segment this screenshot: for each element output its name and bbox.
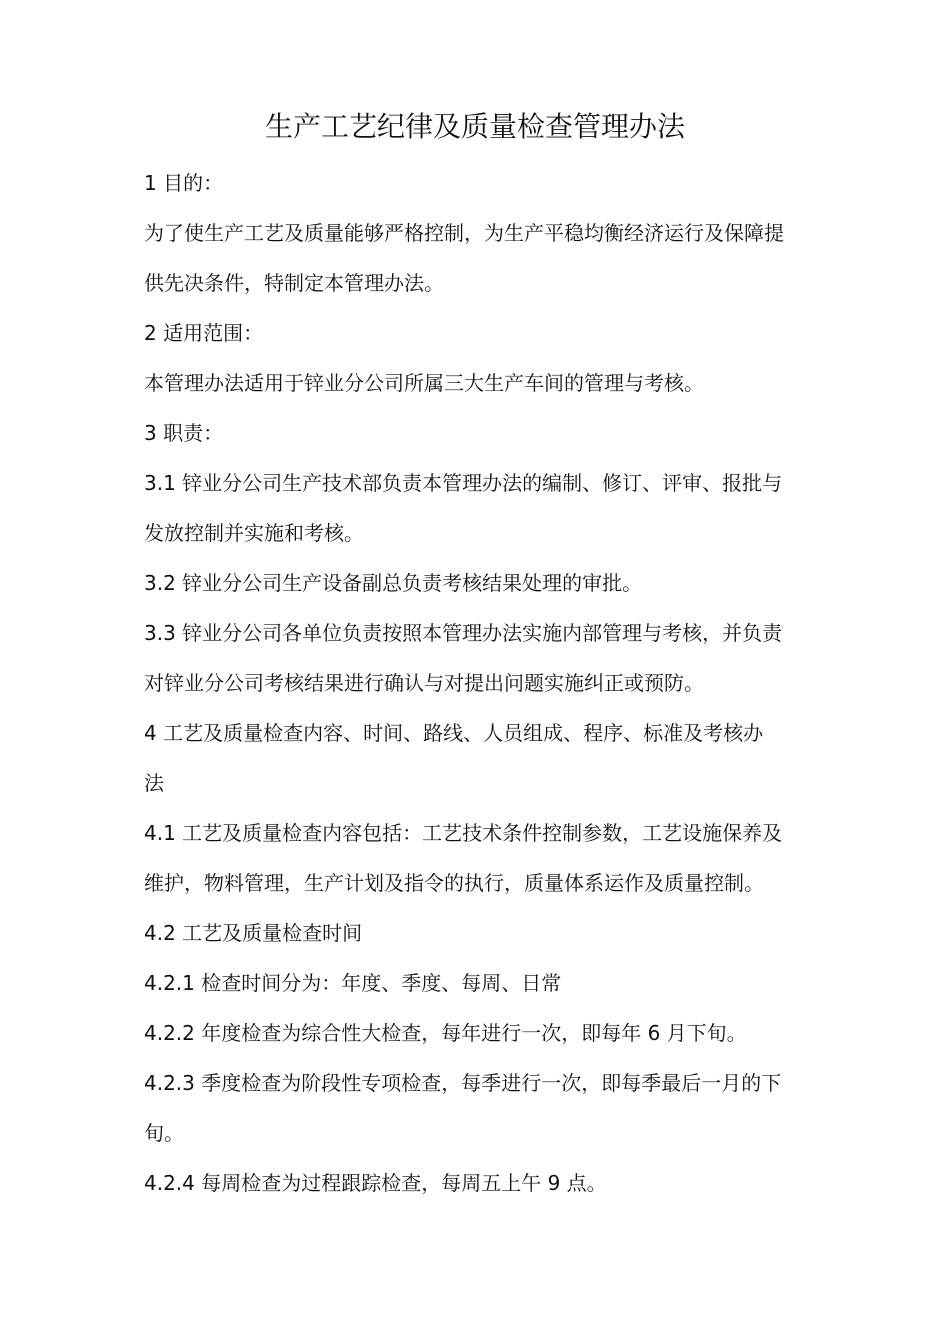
section-3-heading: 3 职责： bbox=[144, 421, 224, 445]
paragraph-line: 4.2.2 年度检查为综合性大检查，每年进行一次，即每年 6 月下旬。 bbox=[144, 1021, 747, 1045]
paragraph-line: 法 bbox=[144, 771, 164, 795]
paragraph-line: 发放控制并实施和考核。 bbox=[144, 521, 364, 545]
paragraph-line: 对锌业分公司考核结果进行确认与对提出问题实施纠正或预防。 bbox=[144, 671, 704, 695]
paragraph-line: 本管理办法适用于锌业分公司所属三大生产车间的管理与考核。 bbox=[144, 371, 704, 395]
paragraph-line: 维护，物料管理，生产计划及指令的执行，质量体系运作及质量控制。 bbox=[144, 871, 764, 895]
paragraph-line: 4.2.4 每周检查为过程跟踪检查，每周五上午 9 点。 bbox=[144, 1171, 607, 1195]
paragraph-line: 3.2 锌业分公司生产设备副总负责考核结果处理的审批。 bbox=[144, 571, 643, 595]
paragraph-line: 3.1 锌业分公司生产技术部负责本管理办法的编制、修订、评审、报批与 bbox=[144, 471, 783, 495]
section-1-heading: 1 目的： bbox=[144, 171, 224, 195]
section-2-heading: 2 适用范围： bbox=[144, 321, 264, 345]
paragraph-line: 为了使生产工艺及质量能够严格控制，为生产平稳均衡经济运行及保障提 bbox=[144, 221, 784, 245]
document-title: 生产工艺纪律及质量检查管理办法 bbox=[264, 110, 685, 143]
paragraph-line: 供先决条件，特制定本管理办法。 bbox=[144, 271, 444, 295]
paragraph-line: 4.1 工艺及质量检查内容包括：工艺技术条件控制参数，工艺设施保养及 bbox=[144, 821, 783, 845]
paragraph-line: 旬。 bbox=[144, 1121, 184, 1145]
paragraph-line: 4.2.1 检查时间分为：年度、季度、每周、日常 bbox=[144, 971, 562, 995]
paragraph-line: 4.2.3 季度检查为阶段性专项检查，每季进行一次，即每季最后一月的下 bbox=[144, 1071, 782, 1095]
subsection-heading: 4.2 工艺及质量检查时间 bbox=[144, 921, 363, 945]
section-4-heading: 4 工艺及质量检查内容、时间、路线、人员组成、程序、标准及考核办 bbox=[144, 721, 764, 745]
paragraph-line: 3.3 锌业分公司各单位负责按照本管理办法实施内部管理与考核，并负责 bbox=[144, 621, 783, 645]
